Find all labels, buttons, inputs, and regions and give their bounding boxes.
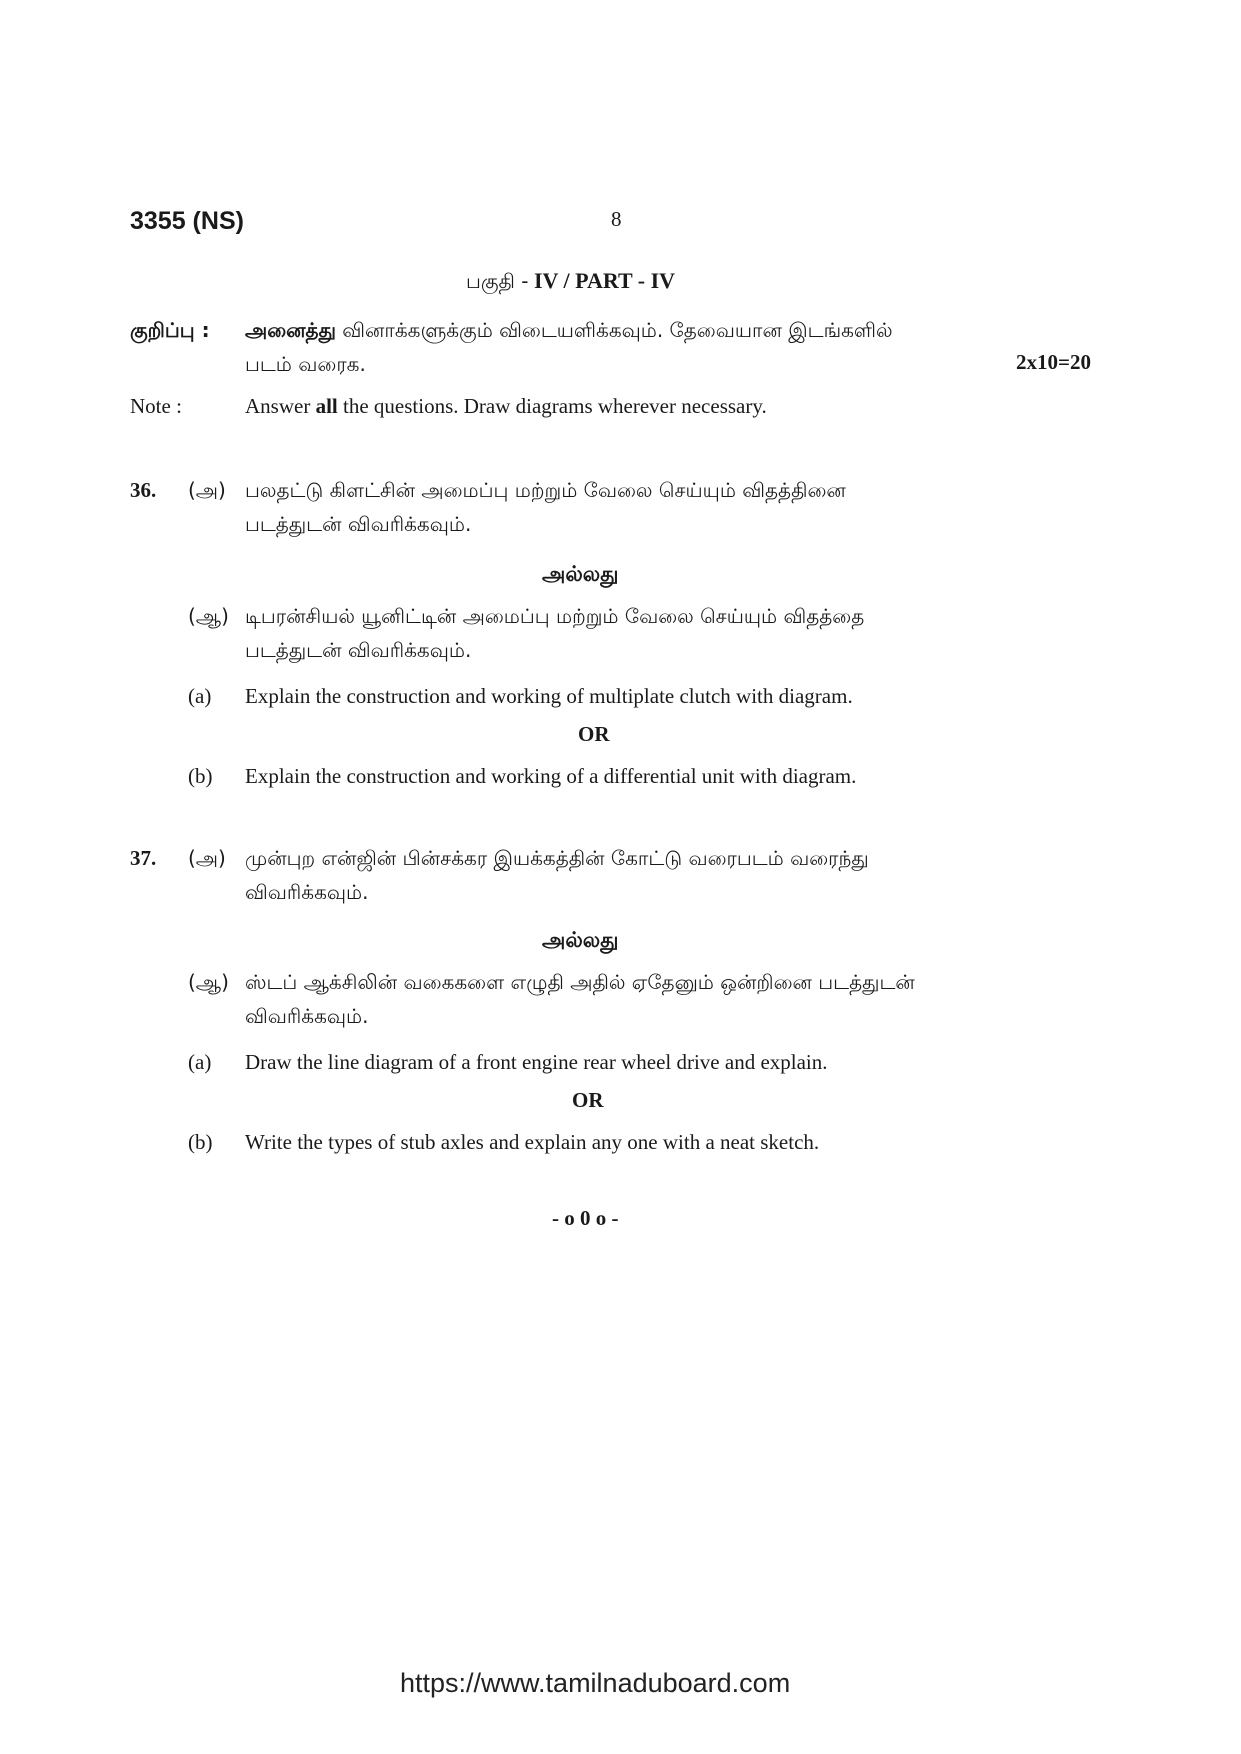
q36-ta-a-marker: (அ) <box>188 478 226 502</box>
q36-en-a-marker: (a) <box>188 684 212 708</box>
q37-en-b-marker: (b) <box>188 1130 213 1154</box>
q36-en-or: OR <box>578 722 610 746</box>
q36-ta-or: அல்லது <box>542 562 619 586</box>
question-number-37: 37. <box>130 846 157 870</box>
note-english-text: Answer all the questions. Draw diagrams wherever necessary. <box>245 394 767 418</box>
q36-ta-a-line1: பலதட்டு கிளட்சின் அமைப்பு மற்றும் வேலை செய்யும் விதத்தினை <box>245 478 846 502</box>
q36-ta-b-marker: (ஆ) <box>188 604 229 628</box>
note-tamil-line1 <box>245 318 893 345</box>
question-number-36: 36. <box>130 478 157 502</box>
q37-en-or: OR <box>572 1088 604 1112</box>
footer-url[interactable]: https://www.tamilnaduboard.com <box>400 1668 791 1698</box>
q37-en-a-marker: (a) <box>188 1050 212 1074</box>
note-tamil-line2: படம் வரைக. <box>245 352 366 376</box>
end-of-paper-mark: - o 0 o - <box>552 1206 619 1230</box>
q36-en-b-marker: (b) <box>188 764 213 788</box>
q36-en-b-text: Explain the construction and working of a differential unit with diagram. <box>245 764 857 788</box>
q37-ta-a-line2: விவரிக்கவும். <box>245 880 369 904</box>
part-heading <box>466 268 675 296</box>
q37-ta-or: அல்லது <box>542 928 619 952</box>
q37-ta-b-line2: விவரிக்கவும். <box>245 1004 369 1028</box>
part-heading-english: IV / PART - IV <box>534 268 676 293</box>
q36-ta-b-line2: படத்துடன் விவரிக்கவும். <box>245 638 472 662</box>
q37-en-b-text: Write the types of stub axles and explain any one with a neat sketch. <box>245 1130 820 1154</box>
q36-en-a-text: Explain the construction and working of multiplate clutch with diagram. <box>245 684 853 708</box>
q37-ta-a-marker: (அ) <box>188 846 226 870</box>
note-tamil-label: குறிப்பு : <box>130 318 210 342</box>
q37-ta-b-marker: (ஆ) <box>188 970 229 994</box>
q37-en-a-text: Draw the line diagram of a front engine rear wheel drive and explain. <box>245 1050 828 1074</box>
note-english-bold: all <box>315 394 338 418</box>
q37-ta-b-line1: ஸ்டப் ஆக்சிலின் வகைகளை எழுதி அதில் ஏதேனும் ஒன்றினை படத்துடன் <box>245 970 915 994</box>
marks-allocation: 2x10=20 <box>1016 350 1091 374</box>
note-tamil-rest: வினாக்களுக்கும் விடையளிக்கவும். தேவையான இடங்களில் <box>342 318 893 342</box>
part-heading-tamil: பகுதி - <box>466 269 529 293</box>
note-english-label: Note : <box>130 394 182 418</box>
q36-ta-a-line2: படத்துடன் விவரிக்கவும். <box>245 512 472 536</box>
q36-ta-b-line1: டிபரன்சியல் யூனிட்டின் அமைப்பு மற்றும் வேலை செய்யும் விதத்தை <box>245 604 865 628</box>
paper-code: 3355 (NS) <box>130 207 244 235</box>
page-number: 8 <box>611 207 622 231</box>
q37-ta-a-line1: முன்புற என்ஜின் பின்சக்கர இயக்கத்தின் கோட்டு வரைபடம் வரைந்து <box>245 846 869 870</box>
note-tamil-bold: அனைத்து <box>245 318 336 342</box>
